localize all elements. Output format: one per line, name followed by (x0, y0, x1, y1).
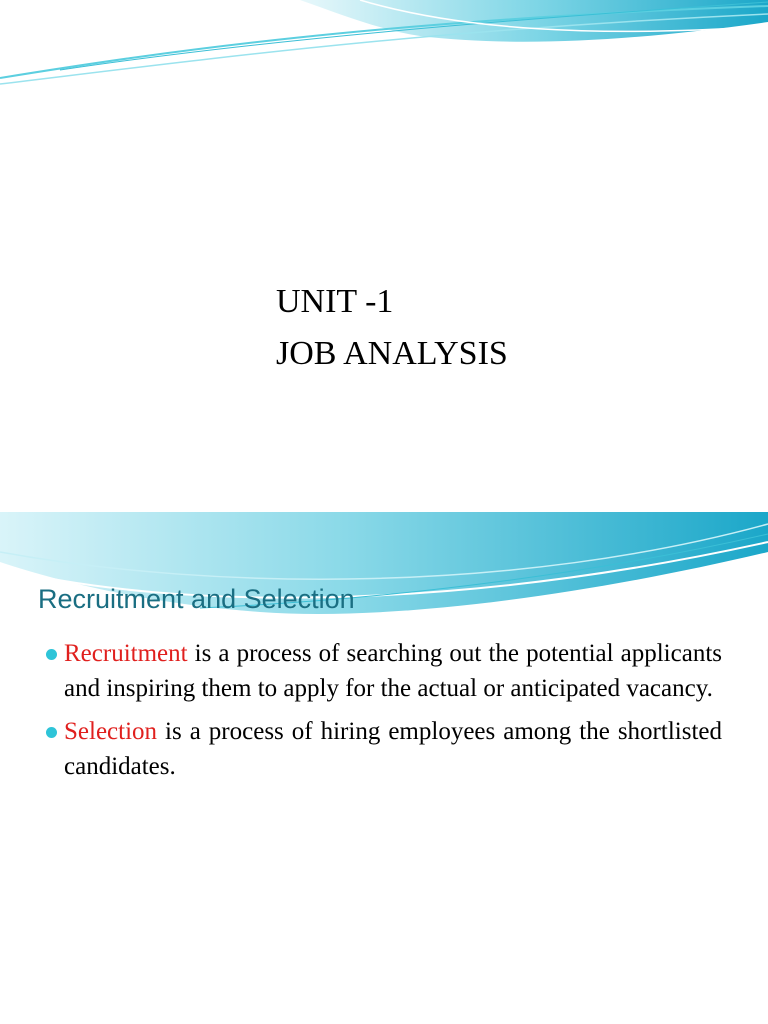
bullet-term: Recruitment (64, 640, 188, 667)
bullet-text: is a process of hiring employees among the shortlisted candidates. (64, 718, 722, 780)
bullet-dot-icon (46, 649, 57, 660)
unit-heading: UNIT -1 (276, 283, 394, 320)
bullet-text: is a process of searching out the potential applicants and inspiring them to apply for the actual or anticipated vacancy. (64, 640, 722, 702)
bullet-term: Selection (64, 718, 158, 745)
title-block (276, 276, 508, 380)
bullet-dot-icon (46, 727, 57, 738)
decorative-wave-top (0, 0, 768, 100)
bullet-item-selection (44, 714, 722, 784)
topic-heading: JOB ANALYSIS (276, 335, 508, 372)
section-title: Recruitment and Selection (38, 584, 355, 614)
bullet-item-recruitment (44, 636, 722, 706)
bullet-list (44, 636, 722, 792)
